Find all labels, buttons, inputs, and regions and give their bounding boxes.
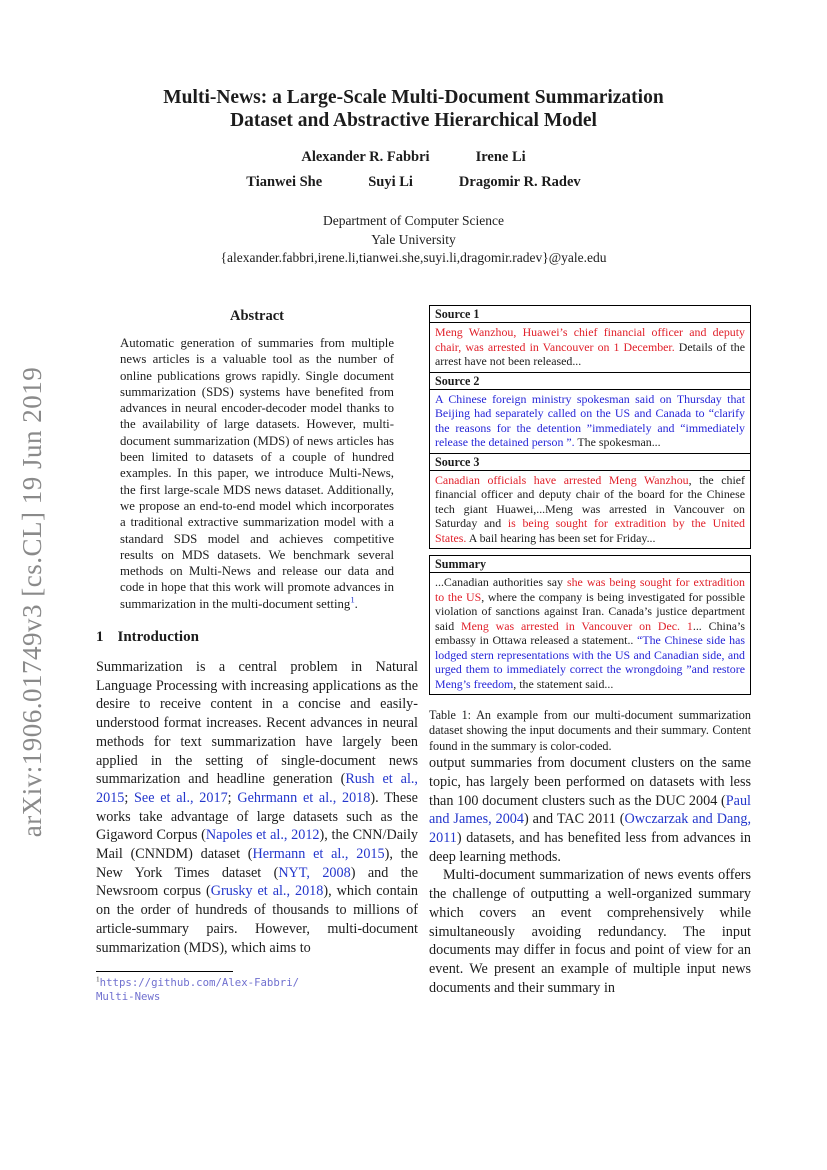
text-segment: ) and TAC 2011 ( bbox=[523, 811, 625, 828]
text-segment: output summaries from document clusters on the same topic, has largely been performed on datasets with less than 100 document clusters such as the DUC 2004 ( bbox=[429, 755, 751, 809]
abstract-heading: Abstract bbox=[230, 308, 284, 324]
intro-paragraph bbox=[96, 658, 418, 957]
text-segment: , where the company is being investigated for possible violation of sanctions against Iran. Canada’s justice department said bbox=[435, 589, 746, 633]
text-segment: ), the CNN/Daily Mail (CNNDM) dataset ( bbox=[96, 827, 419, 863]
paper-title-line1: Multi-News: a Large-Scale Multi-Document Summarization bbox=[163, 87, 664, 108]
citation-link[interactable]: Grusky et al., 2018 bbox=[210, 883, 324, 900]
table-cell-summary bbox=[430, 573, 750, 694]
citation-link[interactable]: Rush et al., 2015 bbox=[96, 771, 418, 806]
text-segment: “The Chinese side has lodged stern representations with the US and Canadian side, and urged them to immediately correct the wrongdoing ”and restore Meng’s freedom bbox=[435, 633, 746, 691]
text-segment: Meng Wanzhou, Huawei’s chief financial officer and deputy chair, was arrested in Vancouver on 1 December. bbox=[435, 325, 745, 354]
section-number: 1 bbox=[96, 629, 104, 646]
citation-link[interactable]: Napoles et al., 2012 bbox=[205, 827, 320, 844]
text-segment: ; bbox=[227, 789, 238, 806]
text-segment: . bbox=[354, 596, 358, 611]
table1-caption: Table 1: An example from our multi-document summarization dataset showing the input documents and their summary. Content found in the summary is color-coded. bbox=[429, 708, 751, 753]
citation-link[interactable]: Paul and James, 2004 bbox=[429, 792, 751, 828]
text-segment: she was being sought for extradition to the US bbox=[435, 575, 745, 604]
text-segment: ) datasets, and has benefited less from advances in deep learning methods. bbox=[429, 830, 751, 865]
author-name: Dragomir R. Radev bbox=[458, 174, 581, 190]
table-cell-source3 bbox=[430, 471, 750, 549]
table-header-source2: Source 2 bbox=[430, 372, 750, 390]
paper-title bbox=[76, 86, 751, 132]
section-title: Introduction bbox=[117, 629, 199, 646]
citation-link[interactable]: NYT, 2008 bbox=[278, 864, 351, 881]
affiliation-emails: {alexander.fabbri,irene.li,tianwei.she,suyi.li,dragomir.radev}@yale.edu bbox=[220, 250, 607, 266]
right-column bbox=[429, 305, 751, 997]
paper-title-line2: Dataset and Abstractive Hierarchical Model bbox=[230, 110, 597, 131]
footnote-rule bbox=[96, 971, 233, 972]
right-paragraph-1 bbox=[429, 754, 751, 866]
citation-link[interactable]: Hermann et al., 2015 bbox=[252, 846, 385, 863]
footnote-marker: 1 bbox=[96, 975, 100, 984]
text-segment: ), the New York Times dataset ( bbox=[96, 846, 418, 881]
citation-link[interactable]: Gehrmann et al., 2018 bbox=[237, 789, 371, 806]
text-segment: The spokesman... bbox=[574, 435, 661, 449]
affiliation-block bbox=[76, 212, 751, 268]
table-cell-source1 bbox=[430, 323, 750, 372]
author-name: Alexander R. Fabbri bbox=[301, 149, 430, 165]
affiliation-department: Department of Computer Science bbox=[322, 213, 505, 228]
text-segment: Meng was arrested in Vancouver on Dec. 1 bbox=[461, 618, 693, 633]
footnote bbox=[96, 971, 418, 1003]
footnote-url[interactable] bbox=[96, 976, 418, 1003]
table-header-source3: Source 3 bbox=[430, 453, 750, 471]
text-segment: , the statement said... bbox=[513, 676, 614, 691]
text-segment: ; bbox=[124, 789, 135, 806]
text-segment: Details of the arrest have not been released... bbox=[435, 339, 746, 368]
text-segment: ). These works take advantage of large datasets such as the Gigaword Corpus ( bbox=[96, 789, 418, 844]
table-cell-source2 bbox=[430, 390, 750, 453]
text-segment: Summarization is a central problem in Natural Language Processing with increasing applications as the desire to receive content in a concise and easily-understood format increases. Recent advances in neural methods for text summarization have largely been applied in the setting of single-document news summarization and headline generation ( bbox=[96, 659, 418, 788]
text-segment: ), which contain on the order of hundreds of thousands to millions of article-summary pairs. However, multi-document summarization (MDS), which aims to bbox=[96, 883, 419, 956]
text-segment: , the chief financial officer and deputy chair of the board for the Chinese tech giant Huawei,...Meng was arrested in Vancouver on Saturday and bbox=[435, 472, 745, 530]
author-name: Tianwei She bbox=[246, 174, 323, 190]
right-paragraph-2 bbox=[429, 866, 751, 997]
citation-link[interactable]: Owczarzak and Dang, 2011 bbox=[429, 811, 751, 847]
table1-summary-box bbox=[429, 555, 751, 695]
table1-sources-box bbox=[429, 305, 751, 549]
text-segment: Automatic generation of summaries from multiple news articles is a valuable tool as the number of online publications grows rapidly. Single document summarization (SDS) systems have benefited from advances in neural encoder-decoder model thanks to the availability of large datasets. However, multi-document summarization (MDS) of news articles has been limited to datasets of a couple of hundred examples. In this paper, we introduce Multi-News, the first large-scale MDS news dataset. Additionally, we propose an end-to-end model which incorporates a traditional extractive summarization model with a standard SDS model and achieves competitive results on MDS datasets. We benchmark several methods on Multi-News and release our data and code in hope that this work will promote advances in summarization in the multi-document setting bbox=[120, 336, 394, 611]
footnote-ref[interactable]: 1 bbox=[350, 594, 355, 605]
text-segment: ) and the Newsroom corpus ( bbox=[96, 864, 419, 900]
text-segment: ... China’s embassy in Ottawa released a statement.. bbox=[435, 618, 745, 647]
section-heading-introduction bbox=[96, 629, 418, 646]
footnote-url-line2[interactable]: Multi-News bbox=[96, 989, 161, 1003]
authors-row-1 bbox=[76, 149, 751, 166]
text-segment: Multi-document summarization of news events offers the challenge of outputting a well-organized summary which covers an event comprehensively while simultaneously avoiding redundancy. The input documents may differ in focus and point of view for an event. We present an example of multiple input news documents and their summary in bbox=[429, 867, 751, 996]
left-column bbox=[96, 305, 418, 1003]
authors-row-2 bbox=[76, 174, 751, 191]
text-segment: Canadian officials have arrested Meng Wanzhou bbox=[435, 472, 689, 487]
text-segment: is being sought for extradition by the United States. bbox=[435, 516, 745, 545]
affiliation-university: Yale University bbox=[371, 231, 456, 247]
footnote-url-line1[interactable]: https://github.com/Alex-Fabbri/ bbox=[99, 976, 300, 990]
author-name: Suyi Li bbox=[368, 174, 413, 190]
abstract-text bbox=[120, 335, 394, 612]
table-header-summary: Summary bbox=[430, 556, 750, 573]
author-name: Irene Li bbox=[475, 149, 526, 165]
arxiv-watermark: arXiv:1906.01749v3 [cs.CL] 19 Jun 2019 bbox=[17, 366, 47, 838]
text-segment: ...Canadian authorities say bbox=[435, 575, 567, 589]
text-segment: A Chinese foreign ministry spokesman said on Thursday that Beijing had separately called on the US and Canada to “clarify the reasons for the detention ”immediately and “immediately release the detained person ”. bbox=[435, 391, 745, 449]
table-header-source1: Source 1 bbox=[430, 306, 750, 323]
text-segment: A bail hearing has been set for Friday... bbox=[466, 530, 656, 545]
citation-link[interactable]: See et al., 2017 bbox=[134, 789, 228, 806]
paper-header bbox=[76, 86, 751, 268]
